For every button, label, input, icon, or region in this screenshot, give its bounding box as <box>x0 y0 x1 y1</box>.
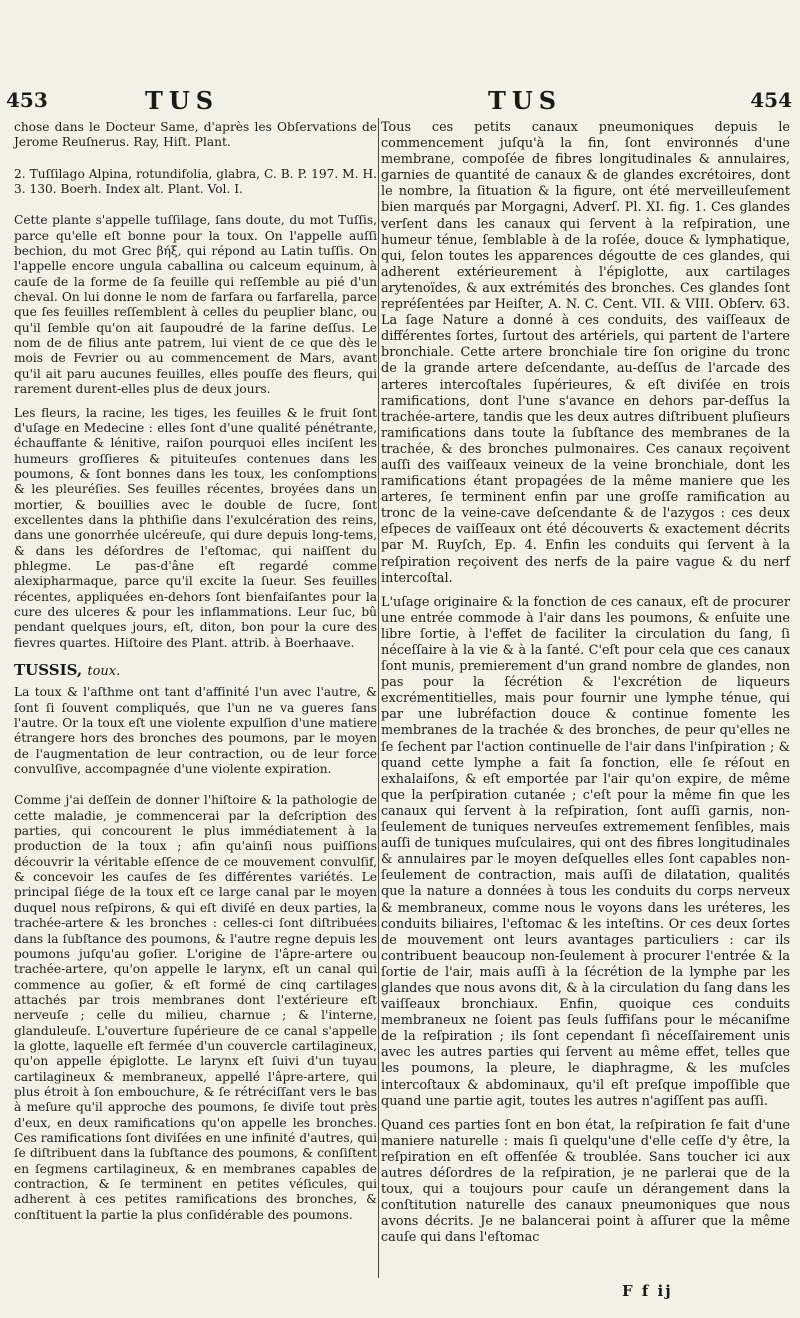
paragraph: 2. Tuſſilago Alpina, rotundifolia, glabra, C. B. P. 197. M. H. 3. 130. Boerh. Index alt. Plant. Vol. I. <box>14 166 377 197</box>
paragraph: Quand ces parties ſont en bon état, la reſpiration ſe fait d'une maniere naturelle : mais ſi quelqu'une d'elle ceſſe d'y être, la reſpiration en eſt offenſée & troublée. Sans toucher ici aux autres déſordres de la reſpiration, je ne parlerai que de la toux, qui a toujours pour cauſe un dérangement dans la conſtitution naturelle des canaux pneumoniques que nous avons décrits. Je ne balancerai point à aſſurer que la même cauſe qui dans l'eſtomac <box>381 1117 790 1246</box>
column-divider <box>378 118 379 1278</box>
paragraph: chose dans le Docteur Same, d'après les Obſervations de Jerome Reuſnerus. Ray, Hiſt. Plant. <box>14 120 377 150</box>
page-header <box>0 88 800 118</box>
paragraph: L'uſage originaire & la fonction de ces canaux, eſt de procurer une entrée commode à l'air dans les poumons, & enſuite une libre ſortie, à l'effet de faciliter la circulation du ſang, ſi néceſſaire à la vie & à la ſanté. C'eſt pour cela que ces canaux ſont munis, premierement d'un grand nombre de glandes, non pas pour la ſécrétion & l'excrétion de liqueurs excrémentitielles, mais pour fournir une lymphe ténue, qui par une lubréfaction douce & continue fomente les membranes de la trachée & des bronches, de peur qu'elles ne ſe ſechent par l'action continuelle de l'air dans l'inſpiration ; & quand cette lymphe a fait ſa fonction, elle ſe réſout en exhalaiſons, & eſt emportée par l'air qu'on expire, de même que la perſpiration cutanée ; c'eſt pour la même fin que les canaux qui ſervent à la reſpiration, ſont auſſi garnis, non-ſeulement de tuniques nerveuſes extremement ſenſibles, mais auſſi de tuniques muſculaires, qui ont des fibres longitudinales & annulaires par le moyen deſquelles elles ſont capables non-ſeulement de contraction, mais auſſi de dilatation, qualités que la nature a données à tous les conduits du corps nerveux & membraneux, comme nous le voyons dans les uréteres, les conduits biliaires, l'eſtomac & les inteſtins. Or ces deux ſortes de mouvement ont leurs avantages particuliers : car ils contribuent beaucoup non-ſeulement à procurer l'entrée & la ſortie de l'air, mais auſſi à la ſécrétion de la lymphe par les glandes que nous avons dit, & à la circulation du ſang dans les vaiſſeaux bronchiaux. Enfin, quoique ces conduits membraneux ne ſoient pas ſeuls ſuffiſans pour le mécaniſme de la reſpiration ; ils ſont cependant ſi néceſſairement unis avec les autres parties qui ſervent au même effet, telles que les poumons, la pleure, le diaphragme, & les muſcles intercoſtaux & abdominaux, qu'il eſt preſque impoſſible que quand une partie agit, toutes les autres n'agiſſent pas auſſi. <box>381 594 790 1109</box>
paragraph: Comme j'ai deſſein de donner l'hiſtoire & la pathologie de cette maladie, je commencerai par la deſcription des parties, qui concourent le plus immédiatement à la production de la toux ; afin qu'ainſi nous puiſſions découvrir la véritable eſſence de ce mouvement convulſif, & concevoir les cauſes de ſes différentes variétés. Le principal ſiége de la toux eſt ce large canal par le moyen duquel nous reſpirons, & qui eſt diviſé en deux parties, la trachée-artere & les bronches : celles-ci ſont diſtribuées dans la ſubſtance des poumons, & l'autre regne depuis les poumons juſqu'au goſier. L'origine de l'âpre-artere ou trachée-artere, qu'on appelle le larynx, eſt un canal qui commence au goſier, & eſt formé de cinq cartilages attachés par trois membranes dont l'extérieure eſt nerveuſe ; celle du milieu, charnue ; & l'interne, glanduleuſe. L'ouverture ſupérieure de ce canal s'appelle la glotte, laquelle eſt fermée d'un couvercle cartilagineux, qu'on appelle épiglotte. Le larynx eſt ſuivi d'un tuyau cartilagineux & membraneux, appellé l'âpre-artere, qui plus étroit à ſon embouchure, & ſe rétréciſſant vers le bas à meſure qu'il approche des poumons, ſe diviſe tout près d'eux, en deux ramifications qu'on appelle les bronches. Ces ramifications ſont diviſées en une infinité d'autres, qui ſe diſtribuent dans la ſubſtance des poumons, & conſiſtent en ſegmens cartilagineux, & en membranes capables de contraction, & ſe terminent en petites véſicules, qui adherent à ces petites ramifications des bronches, & conſtituent la partie la plus conſidérable des poumons. <box>14 793 377 1222</box>
right-column <box>381 120 790 1254</box>
paragraph: Les fleurs, la racine, les tiges, les feuilles & le fruit ſont d'uſage en Medecine : elles ſont d'une qualité pénétrante, échauffante & lénitive, raiſon pourquoi elles inciſent les humeurs groſſieres & pituiteuſes contenues dans les poumons, & ſont bonnes dans les toux, les conſomptions & les pleuréſies. Ses feuilles récentes, broyées dans un mortier, & bouillies avec le double de ſucre, ſont excellentes dans la phthiſie dans l'exulcération des reins, dans une gonorrhée ulcéreuſe, qui dure depuis long-tems, & dans les déſordres de l'eſtomac, qui naiſſent du phlegme. Le pas-d'âne eſt regardé comme alexipharmaque, parce qu'il excite la ſueur. Ses feuilles récentes, appliquées en-dehors ſont bienfaiſantes pour la cure des ulceres & pour les inflammations. Leur ſuc, bû pendant quelques jours, eſt, diton, bon pour la cure des fievres quartes. Hiſtoire des Plant. attrib. à Boerhaave. <box>14 405 377 650</box>
right-page-number: 454 <box>750 88 792 112</box>
paragraph: Cette plante s'appelle tuſſilage, ſans doute, du mot Tuſſis, parce qu'elle eſt bonne pour la toux. On l'appelle auſſi bechion, du mot Grec βήξ, qui répond au Latin tuſſis. On l'appelle encore ungula caballina ou calceum equinum, à cauſe de la forme de ſa feuille qui reſſemble au pié d'un cheval. On lui donne le nom de farfara ou farfarella, parce que ſes feuilles reſſemblent à celles du peuplier blanc, ou qu'il ſemble qu'on ait ſaupoudré de la farine deſſus. Le nom de de filius ante patrem, lui vient de ce que dès le mois de Fevrier ou au commencement de Mars, avant qu'il ait paru aucunes feuilles, elles pouſſe des fleurs, qui rarement durent-elles plus de deux jours. <box>14 213 377 397</box>
left-page-number: 453 <box>6 88 48 112</box>
entry-title: TUSSIS, <box>14 661 83 679</box>
left-running-title: TUS <box>145 86 220 115</box>
signature-mark: F f ij <box>622 1282 673 1300</box>
right-running-title: TUS <box>488 86 563 115</box>
paragraph: La toux & l'aſthme ont tant d'affinité l'un avec l'autre, & ſont ſi ſouvent compliqués, que l'un ne va gueres ſans l'autre. Or la toux eſt une violente expulſion d'une matiere étrangere hors des bronches des poumons, par le moyen de l'augmentation de leur contraction, ou de leur force convulſive, accompagnée d'une violente expiration. <box>14 685 377 777</box>
entry-heading <box>14 663 377 679</box>
left-column <box>14 120 377 1231</box>
paragraph: Tous ces petits canaux pneumoniques depuis le commencement juſqu'à la fin, ſont environnés d'une membrane, compoſée de fibres longitudinales & annulaires, garnies de quantité de canaux & de glandes excrétoires, dont le nombre, la ſituation & la figure, ont été merveilleuſement bien marqués par Morgagni, Adverſ. Pl. XI. fig. 1. Ces glandes verſent dans les canaux qui ſervent à la reſpiration, une humeur ténue, ſemblable à de la roſée, douce & lymphatique, qui, ſelon toutes les apparences dégoutte de ces glandes, qui adherent extérieurement à l'épiglotte, aux cartilages arytenoïdes, & aux extrémités des bronches. Ces glandes ſont repréſentées par Heiſter, A. N. C. Cent. VII. & VIII. Obſerv. 63. La ſage Nature a donné à ces conduits, des vaiſſeaux de différentes ſortes, ſurtout des artériels, qui partent de l'artere bronchiale. Cette artere bronchiale tire ſon origine du tronc de la grande artere deſcendante, au-deſſus de l'arcade des arteres intercoſtales ſupérieures, & eſt diviſée en trois ramifications, dont l'une s'avance en dehors par-deſſus la trachée-artere, tandis que les deux autres diſtribuent pluſieurs ramifications dans toute la ſubſtance des membranes de la trachée, & des bronches pulmonaires. Ces canaux reçoivent auſſi des vaiſſeaux veineux de la veine bronchiale, dont les ramifications étant propagées de la même maniere que les arteres, ſe terminent enfin par une groſſe ramification au tronc de la veine-cave deſcendante & de l'azygos : ces deux eſpeces de vaiſſeaux ont été découverts & exactement décrits par M. Ruyſch, Ep. 4. Enfin les conduits qui ſervent à la reſpiration reçoivent des nerfs de la paire vague & du nerf intercoſtal. <box>381 120 790 586</box>
entry-subtitle: toux. <box>87 664 121 679</box>
